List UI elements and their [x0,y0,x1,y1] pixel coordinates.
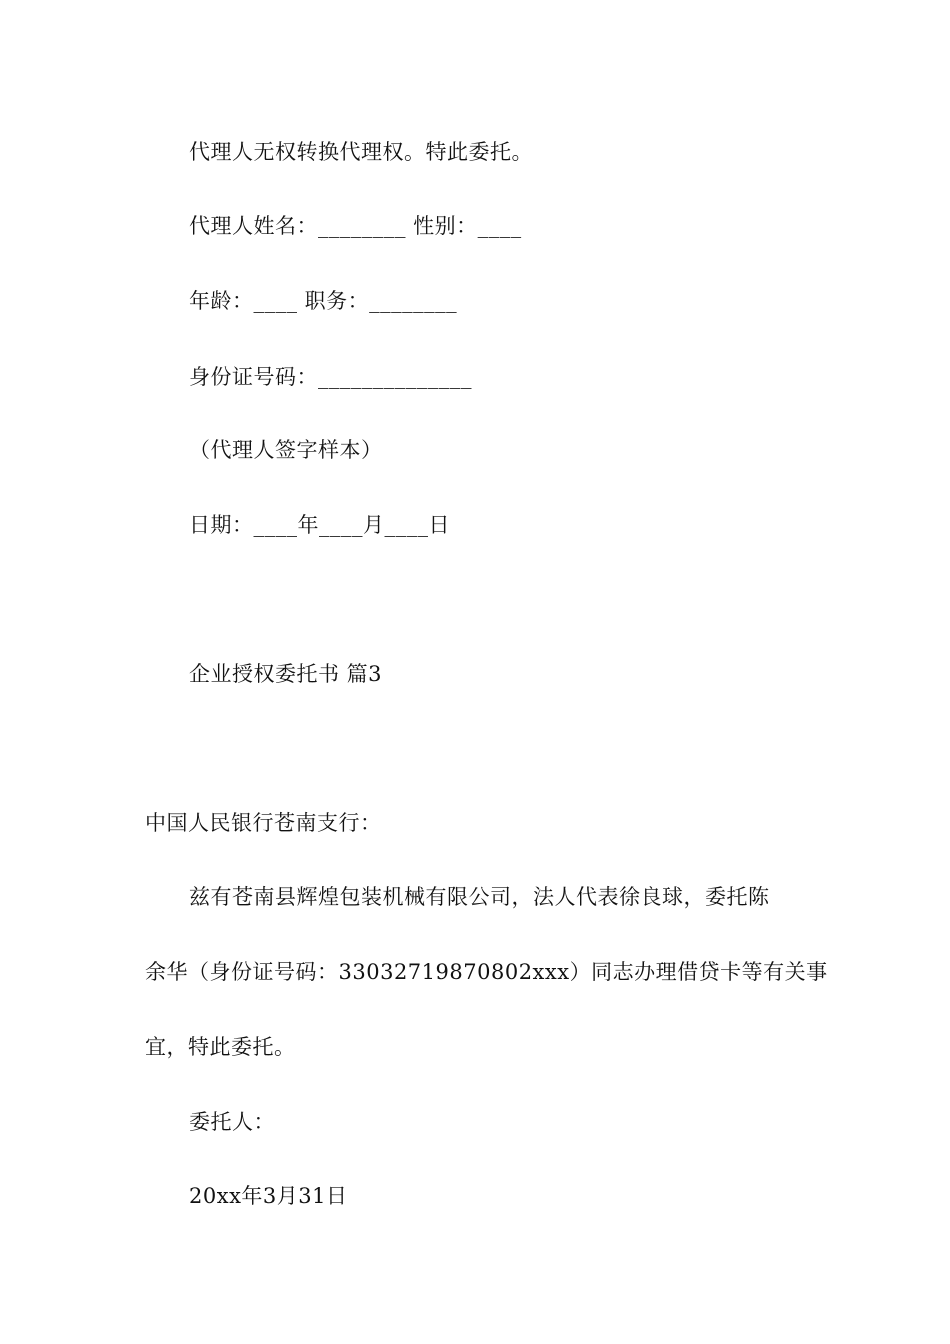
agent-age-position-line: 年龄：____ 职务：________ [189,289,458,313]
agent-name-gender-line: 代理人姓名：________ 性别：____ [189,214,522,238]
date-line: 日期：____年____月____日 [189,513,450,537]
body-paragraph-line-3: 宜，特此委托。 [145,1035,296,1059]
agent-id-number-line: 身份证号码：______________ [189,365,472,389]
body-paragraph-line-2: 余华（身份证号码：33032719870802xxx）同志办理借贷卡等有关事 [145,960,828,984]
signing-date: 20xx年3月31日 [189,1184,348,1208]
addressee: 中国人民银行苍南支行： [145,811,382,835]
body-paragraph-line-1: 兹有苍南县辉煌包装机械有限公司，法人代表徐良球，委托陈 [189,885,770,909]
closing-clause: 代理人无权转换代理权。特此委托。 [189,140,533,164]
principal-label: 委托人： [189,1110,275,1134]
agent-signature-sample: （代理人签字样本） [189,438,383,462]
section-heading: 企业授权委托书 篇3 [189,662,383,686]
